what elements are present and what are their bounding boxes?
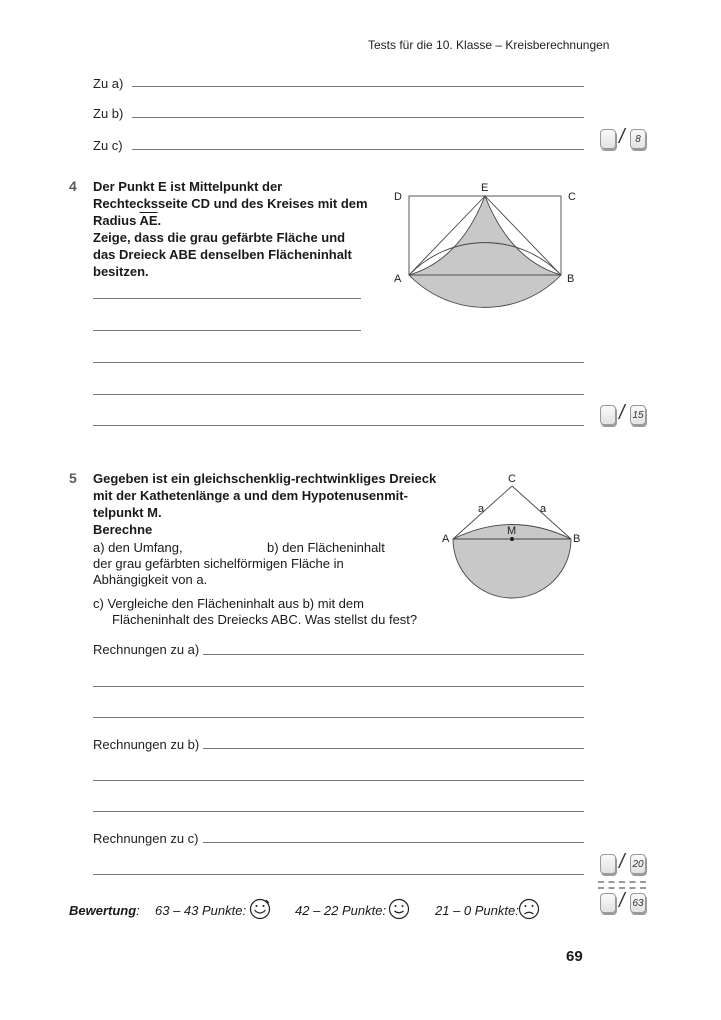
task-number-5: 5 [69, 470, 77, 486]
rating-range-2: 42 – 22 Punkte: [295, 903, 387, 918]
task-4-answer-line[interactable] [93, 394, 584, 395]
very-happy-face-icon [248, 897, 272, 921]
answer-label-a: Zu a) [93, 76, 124, 91]
task-4-answer-line[interactable] [93, 362, 584, 363]
task-5-text [93, 470, 463, 538]
score-slash: / [619, 402, 625, 424]
sum-separator [598, 881, 646, 889]
label-e: E [481, 182, 489, 194]
task-4-line: Der Punkt E ist Mittelpunkt der [93, 179, 283, 194]
task-5-part-b-cont: Abhängigkeit von a. [93, 572, 208, 587]
calc-line-a[interactable] [93, 686, 584, 687]
page-number: 69 [566, 948, 583, 965]
label-b: B [567, 273, 575, 285]
calc-line-a[interactable] [203, 654, 584, 655]
task-5-line: Gegeben ist ein gleichschenklig-rechtwinkliges Dreieck [93, 471, 437, 486]
task-5-part-c: c) Vergleiche den Flächeninhalt aus b) mit dem [93, 596, 364, 611]
calc-line-b[interactable] [203, 748, 584, 749]
calc-line-a[interactable] [93, 717, 584, 718]
score-input[interactable] [600, 893, 616, 913]
score-max: 20 [630, 854, 646, 874]
task-4-line [93, 212, 383, 229]
task-5-line: Berechne [93, 522, 153, 537]
score-slash: / [619, 126, 625, 148]
rating-colon: : [136, 903, 140, 918]
calc-line-b[interactable] [93, 780, 584, 781]
task-4-answer-line[interactable] [93, 330, 361, 331]
label-m: M [507, 525, 517, 537]
score-slash: / [619, 890, 625, 912]
task-5-line: mit der Kathetenlänge a und dem Hypotenusenmit- [93, 488, 408, 503]
calc-line-c[interactable] [93, 874, 584, 875]
label-a: A [442, 533, 450, 545]
score-box-15 [600, 402, 648, 427]
answer-label-c: Zu c) [93, 138, 123, 153]
task-4-answer-line[interactable] [93, 298, 361, 299]
task-5-line: telpunkt M. [93, 505, 162, 520]
score-slash: / [619, 851, 625, 873]
task-4-figure [380, 178, 590, 318]
rating-range-1: 63 – 43 Punkte: [155, 903, 247, 918]
task-4-text-part: Radius [93, 213, 140, 228]
segment-ae: $\overline{AE}$ [139, 213, 158, 228]
task-5-part-c-cont: Flächeninhalt des Dreiecks ABC. Was stellst du fest? [112, 612, 418, 627]
score-input[interactable] [600, 405, 616, 425]
page-header: Tests für die 10. Klasse – Kreisberechnungen [368, 38, 610, 52]
score-max: 8 [630, 129, 646, 149]
task-4-line: besitzen. [93, 264, 149, 279]
answer-line-a[interactable] [132, 86, 584, 87]
label-leg-a-left: a [478, 503, 485, 515]
task-number-4: 4 [69, 178, 77, 194]
calc-label-c: Rechnungen zu c) [93, 831, 199, 846]
label-a: A [394, 273, 402, 285]
label-c: C [508, 473, 516, 485]
score-input[interactable] [600, 854, 616, 874]
midpoint-m [510, 537, 514, 541]
task-4-text [93, 178, 383, 280]
label-leg-a-right: a [540, 503, 547, 515]
task-4-line: das Dreieck ABE denselben Flächeninhalt [93, 247, 352, 262]
calc-label-a: Rechnungen zu a) [93, 642, 200, 657]
task-4-line: Zeige, dass die grau gefärbte Fläche und [93, 230, 346, 245]
calc-line-c[interactable] [203, 842, 584, 843]
label-c: C [568, 191, 576, 203]
rating-range-3: 21 – 0 Punkte: [435, 903, 519, 918]
task-4-text-part: . [157, 213, 162, 228]
score-max: 15 [630, 405, 646, 425]
task-5-figure [440, 468, 585, 613]
rating-label [69, 903, 140, 918]
answer-line-c[interactable] [132, 149, 584, 150]
score-box-20 [600, 851, 648, 876]
label-d: D [394, 191, 402, 203]
task-4-answer-line[interactable] [93, 425, 584, 426]
answer-line-b[interactable] [132, 117, 584, 118]
rating-label-text: Bewertung [69, 903, 137, 918]
task-5-part-b: b) den Flächeninhalt [267, 540, 385, 555]
score-box-8 [600, 126, 648, 151]
score-max: 63 [630, 893, 646, 913]
happy-face-icon [387, 897, 411, 921]
calc-label-b: Rechnungen zu b) [93, 737, 200, 752]
task-5-part-a: a) den Umfang, [93, 540, 183, 555]
label-b: B [573, 533, 581, 545]
task-5-part-b-cont: der grau gefärbten sichelförmigen Fläche in [93, 556, 344, 571]
task-4-line: Rechtecksseite CD und des Kreises mit dem [93, 196, 368, 211]
answer-label-b: Zu b) [93, 106, 124, 121]
score-input[interactable] [600, 129, 616, 149]
sad-face-icon [517, 897, 541, 921]
calc-line-b[interactable] [93, 811, 584, 812]
score-box-total [600, 890, 648, 915]
